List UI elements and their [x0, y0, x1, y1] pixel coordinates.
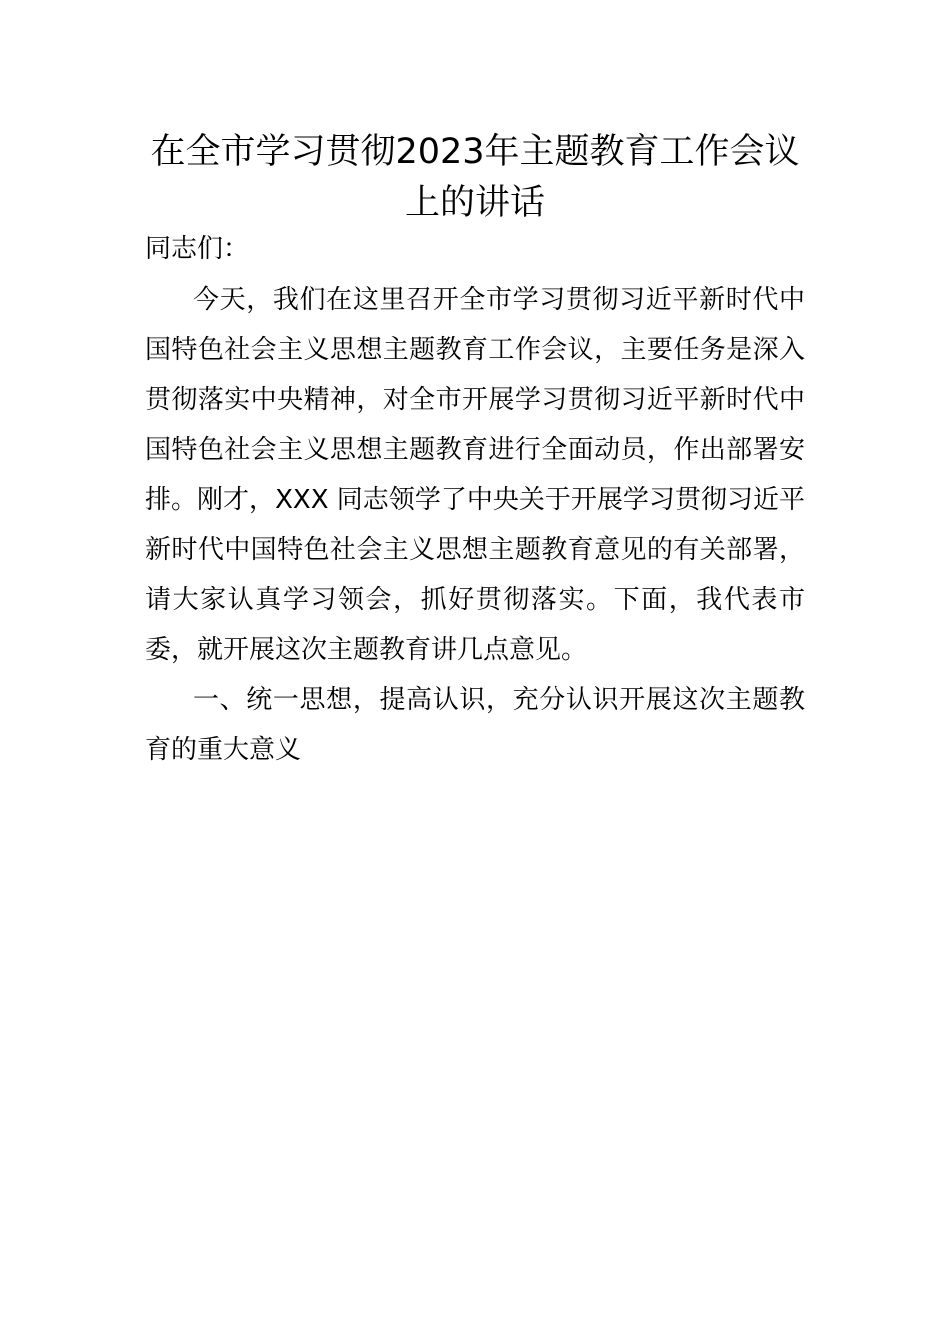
document-title-line-2: 上的讲话 — [404, 183, 545, 223]
document-title-line-1: 在全市学习贯彻2023年主题教育工作会议 — [150, 132, 800, 172]
paragraph-1-line-3: 贯彻落实中央精神，对全市开展学习贯彻习近平新时代中 — [145, 385, 805, 415]
section-heading-1-line-2: 育的重大意义 — [145, 735, 302, 765]
salutation: 同志们： — [145, 234, 250, 264]
paragraph-1-line-8: 委，就开展这次主题教育讲几点意见。 — [145, 635, 588, 665]
paragraph-1-line-2: 国特色社会主义思想主题教育工作会议，主要任务是深入 — [145, 335, 805, 365]
paragraph-1-line-5: 排。刚才，XXX 同志领学了中央关于开展学习贯彻习近平 — [145, 485, 805, 515]
paragraph-1-line-7: 请大家认真学习领会，抓好贯彻落实。下面，我代表市 — [145, 585, 805, 615]
section-heading-1-line-1: 一、统一思想，提高认识，充分认识开展这次主题教 — [193, 685, 805, 715]
paragraph-1-line-1: 今天，我们在这里召开全市学习贯彻习近平新时代中 — [193, 285, 805, 315]
paragraph-1-line-6: 新时代中国特色社会主义思想主题教育意见的有关部署， — [145, 535, 805, 565]
paragraph-1-line-4: 国特色社会主义思想主题教育进行全面动员，作出部署安 — [145, 435, 805, 465]
